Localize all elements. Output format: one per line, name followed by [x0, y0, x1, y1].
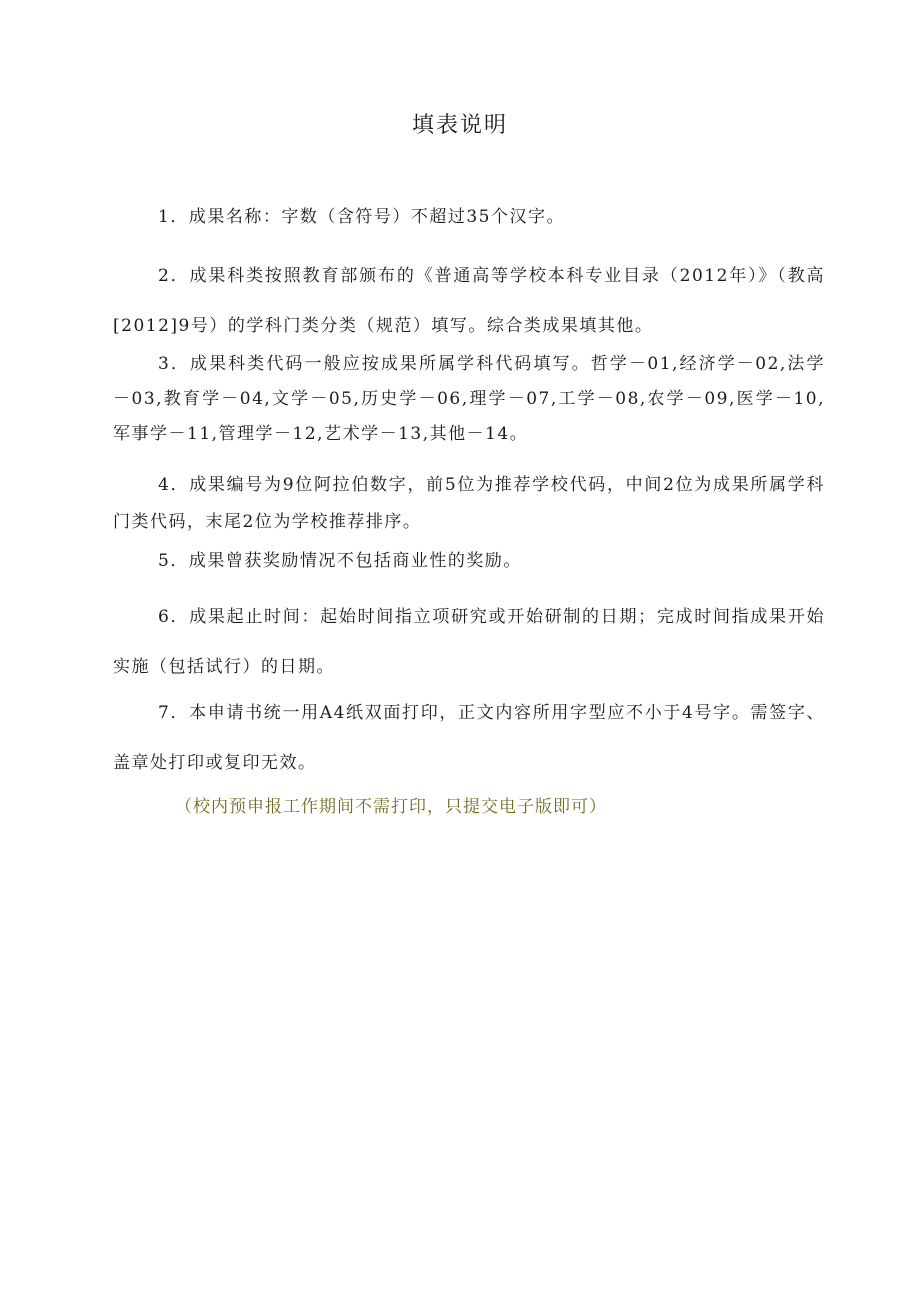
instruction-item-4: 4．成果编号为9位阿拉伯数字，前5位为推荐学校代码，中间2位为成果所属学科门类代码，末尾2位为学校推荐排序。	[113, 475, 825, 532]
instruction-item-2: 2．成果科类按照教育部颁布的《普通高等学校本科专业目录（2012年）》（教高[2012]9号）的学科门类分类（规范）填写。综合类成果填其他。	[113, 266, 825, 336]
instruction-item-6: 6．成果起止时间：起始时间指立项研究或开始研制的日期；完成时间指成果开始实施（包括试行）的日期。	[113, 607, 825, 677]
page-title: 填表说明	[411, 113, 508, 138]
instruction-item-3: 3．成果科类代码一般应按成果所属学科代码填写。哲学－01,经济学－02,法学－03,教育学－04,文学－05,历史学－06,理学－07,工学－08,农学－09,医学－10,军事学－11,管理学－12,艺术学－13,其他－14。	[113, 354, 825, 444]
instruction-item-1: 1．成果名称：字数（含符号）不超过35个汉字。	[158, 207, 565, 227]
pre-submission-note: （校内预申报工作期间不需打印，只提交电子版即可）	[175, 797, 607, 817]
instruction-item-5: 5．成果曾获奖励情况不包括商业性的奖励。	[158, 551, 522, 571]
instruction-item-7: 7．本申请书统一用A4纸双面打印，正文内容所用字型应不小于4号字。需签字、盖章处打印或复印无效。	[113, 703, 825, 773]
